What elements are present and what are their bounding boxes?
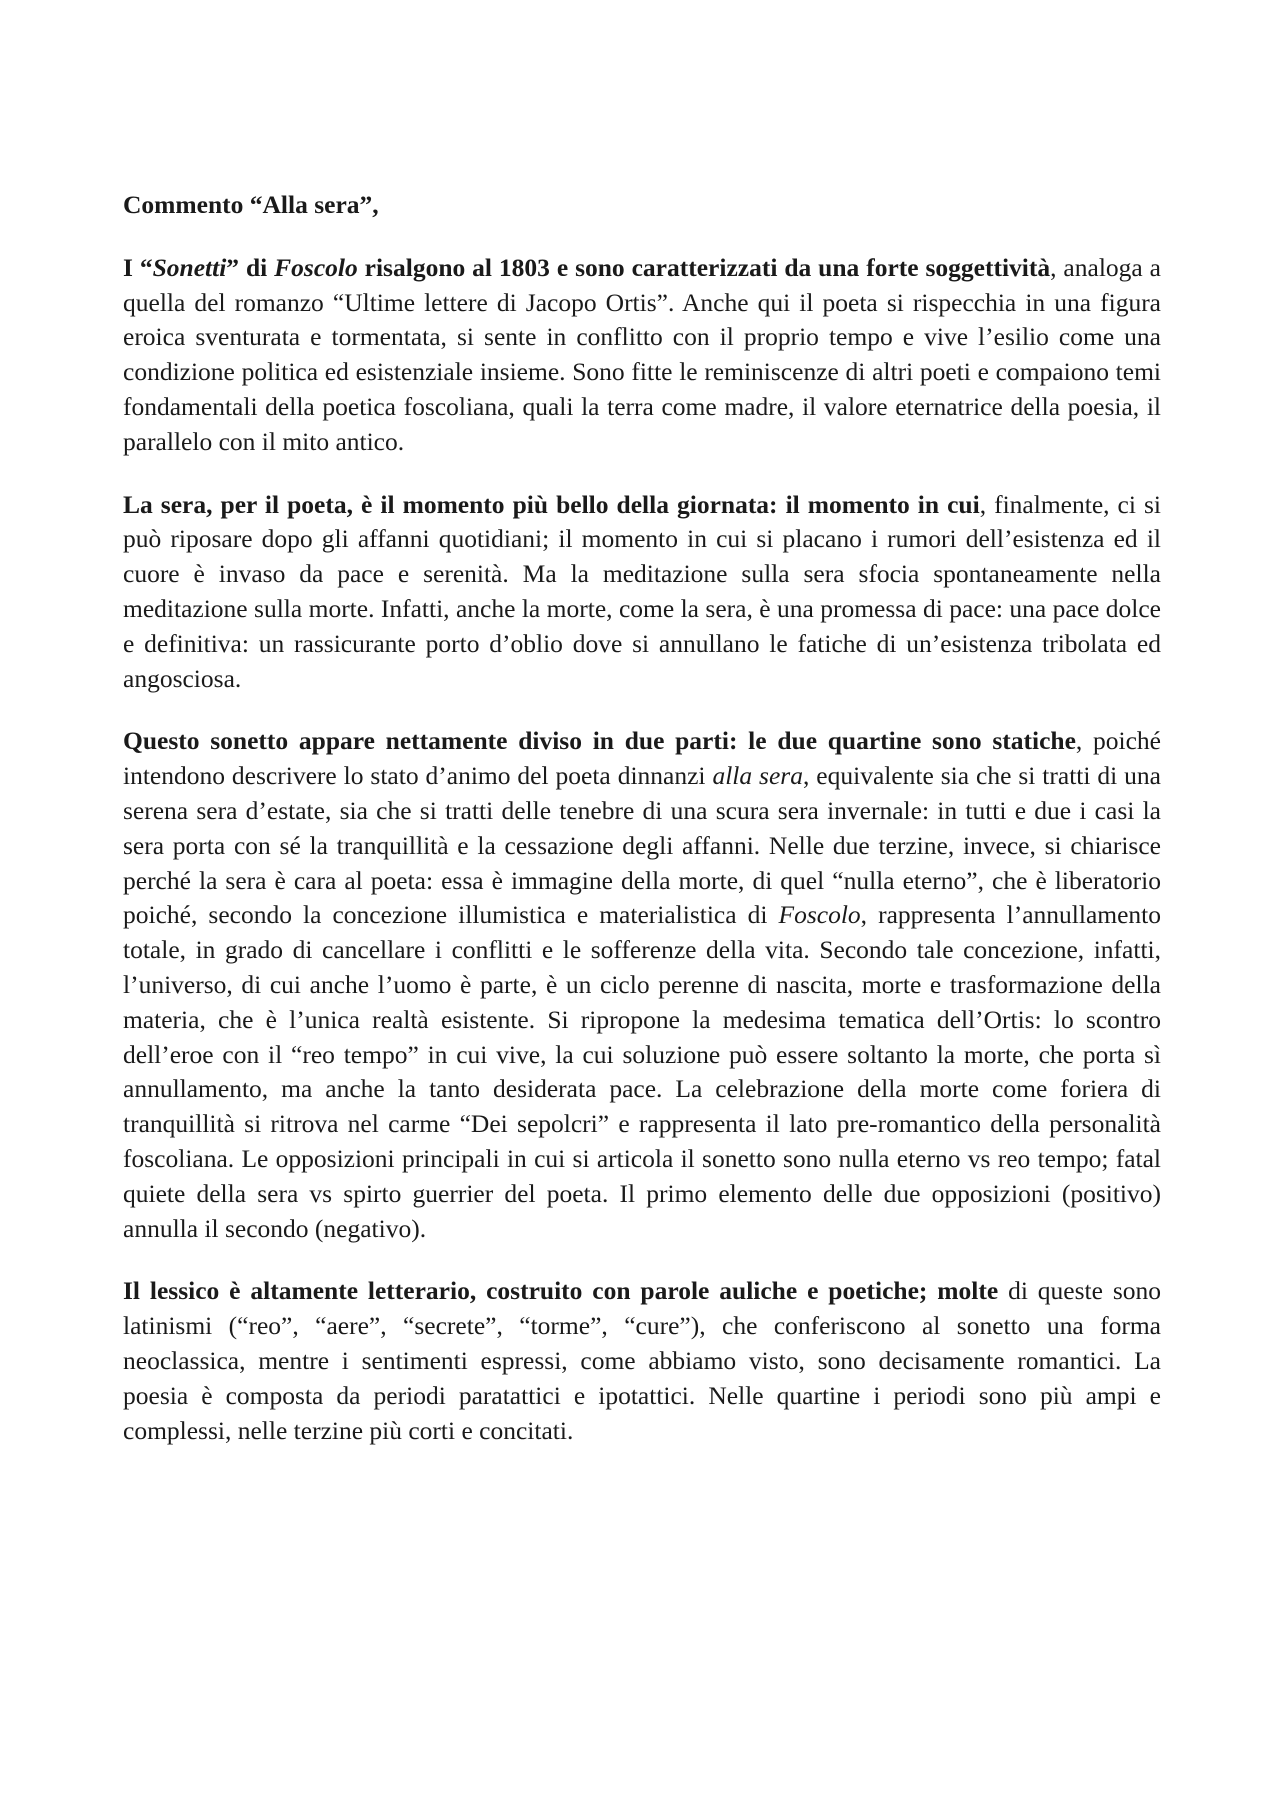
text-span: Questo sonetto appare nettamente diviso in due parti: le due quartine sono statiche [123,726,1076,756]
text-span: , analoga a quella del romanzo “Ultime lettere di Jacopo Ortis”. Anche qui il poeta si rispecchia in una figura eroica sventurata e tormentata, si sente in conflitto con il proprio tempo e vive l’esilio come una condizione politica ed esistenziale insieme. Sono fitte le reminiscenze di altri poeti e compaiono temi fondamentali della poetica foscoliana, quali la terra come madre, il valore eternatrice della poesia, il parallelo con il mito antico. [123,252,1161,456]
document-title: Commento “Alla sera”, [123,190,379,219]
paragraph-sera [123,488,1161,697]
text-span: I “ [123,252,153,282]
text-span: risalgono al 1803 e sono caratterizzati da una forte soggettività [357,252,1051,282]
text-span: Il lessico è altamente letterario, costruito con parole auliche e poetiche; molte [123,1276,999,1306]
paragraph-struttura [123,724,1161,1246]
paragraph-sonetti [123,251,1161,460]
text-span: La sera, per il poeta, è il momento più bello della giornata: il momento in cui [123,489,980,519]
text-span: , rappresenta l’annullamento totale, in grado di cancellare i conflitti e le sofferenze della vita. Secondo tale concezione, infatti, l’universo, di cui anche l’uomo è parte, è un ciclo perenne di nascita, morte e trasformazione della materia, che è l’unica realtà esistente. Si ripropone la medesima tematica dell’Ortis: lo scontro dell’eroe con il “reo tempo” in cui vive, la cui soluzione può essere soltanto la morte, che porta sì annullamento, ma anche la tanto desiderata pace. La celebrazione della morte come foriera di tranquillità si ritrova nel carme “Dei sepolcri” e rappresenta il lato pre-romantico della personalità foscoliana. Le opposizioni principali in cui si articola il sonetto sono nulla eterno vs reo tempo; fatal quiete della sera vs spirto guerrier del poeta. Il primo elemento delle due opposizioni (positivo) annulla il secondo (negativo). [123,900,1162,1243]
text-span: Foscolo [778,900,861,930]
document-page [123,188,1161,1476]
text-span: alla sera [712,761,803,791]
text-span: di queste sono latinismi (“reo”, “aere”, “secrete”, “torme”, “cure”), che conferiscono al sonetto una forma neoclassica, mentre i sentimenti espressi, come abbiamo visto, sono decisamente romantici. La poesia è composta da periodi paratattici e ipotattici. Nelle quartine i periodi sono più ampi e complessi, nelle terzine più corti e concitati. [123,1276,1162,1445]
text-span: Sonetti [152,252,227,282]
text-span: , finalmente, ci si può riposare dopo gli affanni quotidiani; il momento in cui si placano i rumori dell’esistenza ed il cuore è invaso da pace e serenità. Ma la meditazione sulla sera sfocia spontaneamente nella meditazione sulla morte. Infatti, anche la morte, come la sera, è una promessa di pace: una pace dolce e definitiva: un rassicurante porto d’oblio dove si annullano le fatiche di un’esistenza tribolata ed angosciosa. [123,489,1161,693]
text-span: Foscolo [274,252,358,282]
text-span: , equivalente sia che si tratti di una serena sera d’estate, sia che si tratti delle tenebre di una scura sera invernale: in tutti e due i casi la sera porta con sé la tranquillità e la cessazione degli affanni. Nelle due terzine, invece, si chiarisce perché la sera è cara al poeta: essa è immagine della morte, di quel “nulla eterno”, che è liberatorio poiché, secondo la concezione illumistica e materialistica di [123,761,1161,930]
text-span: ” di [226,252,275,282]
paragraph-lessico [123,1274,1161,1448]
text-span: , poiché intendono descrivere lo stato d’animo del poeta dinnanzi [123,726,1161,791]
